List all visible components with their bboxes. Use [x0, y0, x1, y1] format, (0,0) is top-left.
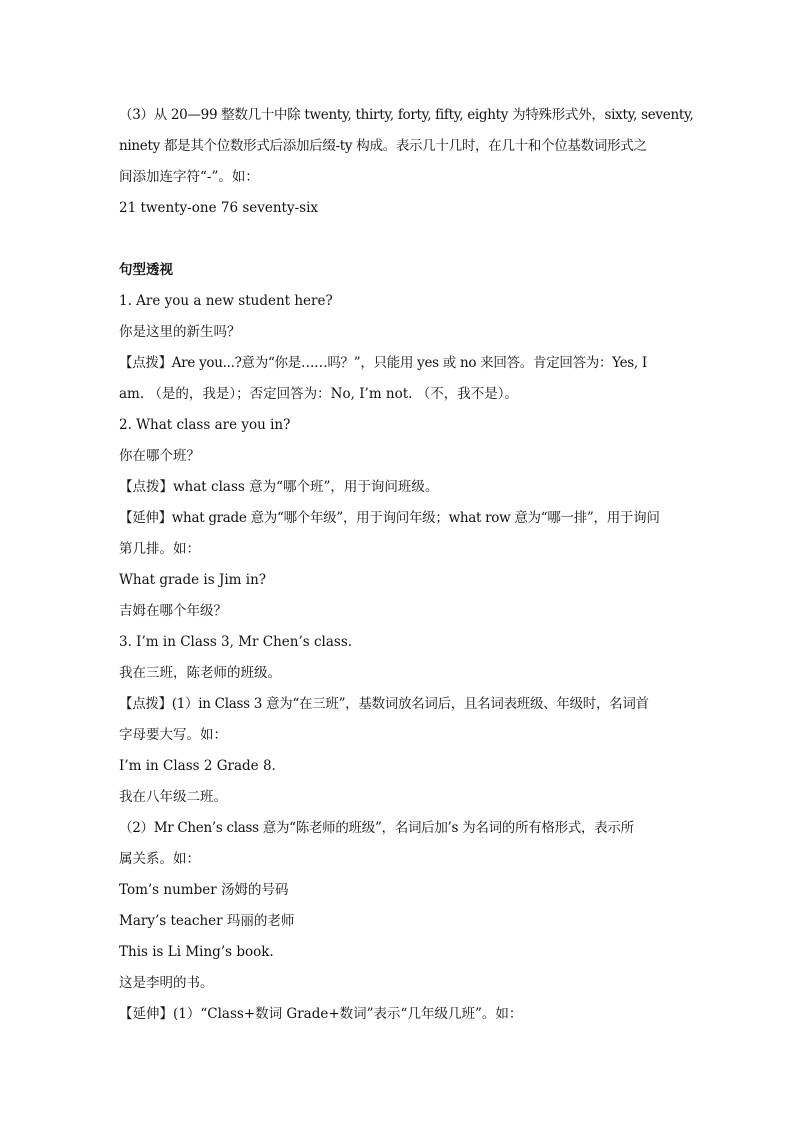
paragraph-line: 间添加连字符“-”。如：	[119, 169, 259, 185]
note-line: 字母要大写。如：	[119, 727, 227, 743]
example-translation: 吉姆在哪个年级？	[119, 603, 227, 619]
sentence-english: 2. What class are you in?	[119, 417, 291, 433]
blank-line	[119, 224, 679, 255]
example-translation: 这是李明的书。	[119, 975, 214, 991]
extension-line: 【延伸】what grade 意为“哪个年级”，用于询问年级；what row 意为“哪一排”，用于询问	[119, 510, 660, 526]
example-line: This is Li Ming’s book.	[119, 944, 274, 960]
sentence-chinese: 你在哪个班？	[119, 448, 200, 464]
sentence-english: 3. I’m in Class 3, Mr Chen’s class.	[119, 634, 353, 650]
example-line: Mary’s teacher 玛丽的老师	[119, 913, 295, 929]
note-line: am. （是的，我是）；否定回答为：No, I’m not. （不，我不是）。	[119, 386, 519, 402]
paragraph-line: （3）从 20—99 整数几十中除 twenty, thirty, forty, fifty, eighty 为特殊形式外，sixty, seventy,	[119, 107, 694, 123]
note-line: 属关系。如：	[119, 851, 200, 867]
example-translation: 我在八年级二班。	[119, 789, 227, 805]
paragraph-line: ninety 都是其个位数形式后添加后缀-ty 构成。表示几十几时，在几十和个位基数词形式之	[119, 138, 647, 154]
sentence-chinese: 我在三班，陈老师的班级。	[119, 665, 281, 681]
document-body	[119, 100, 694, 1030]
extension-line: 【延伸】(1）“Class+数词 Grade+数词”表示“几年级几班”。如：	[119, 1006, 523, 1022]
example-line: I’m in Class 2 Grade 8.	[119, 758, 276, 774]
extension-line: 第几排。如：	[119, 541, 200, 557]
sentence-chinese: 你是这里的新生吗？	[119, 324, 241, 340]
example-line: Tom’s number 汤姆的号码	[119, 882, 289, 898]
note-line: （2）Mr Chen’s class 意为“陈老师的班级”，名词后加’s 为名词的所有格形式，表示所	[119, 820, 634, 836]
section-heading: 句型透视	[119, 262, 173, 278]
sentence-english: 1. Are you a new student here?	[119, 293, 333, 309]
note-line: 【点拨】(1）in Class 3 意为“在三班”，基数词放名词后，且名词表班级、年级时，名词首	[119, 696, 649, 712]
example-line: What grade is Jim in?	[119, 572, 267, 588]
note-line: 【点拨】Are you...?意为“你是……吗？”，只能用 yes 或 no 来回答。肯定回答为：Yes, I	[119, 355, 647, 371]
note-line: 【点拨】what class 意为“哪个班”，用于询问班级。	[119, 479, 439, 495]
example-line: 21 twenty-one 76 seventy-six	[119, 200, 319, 216]
